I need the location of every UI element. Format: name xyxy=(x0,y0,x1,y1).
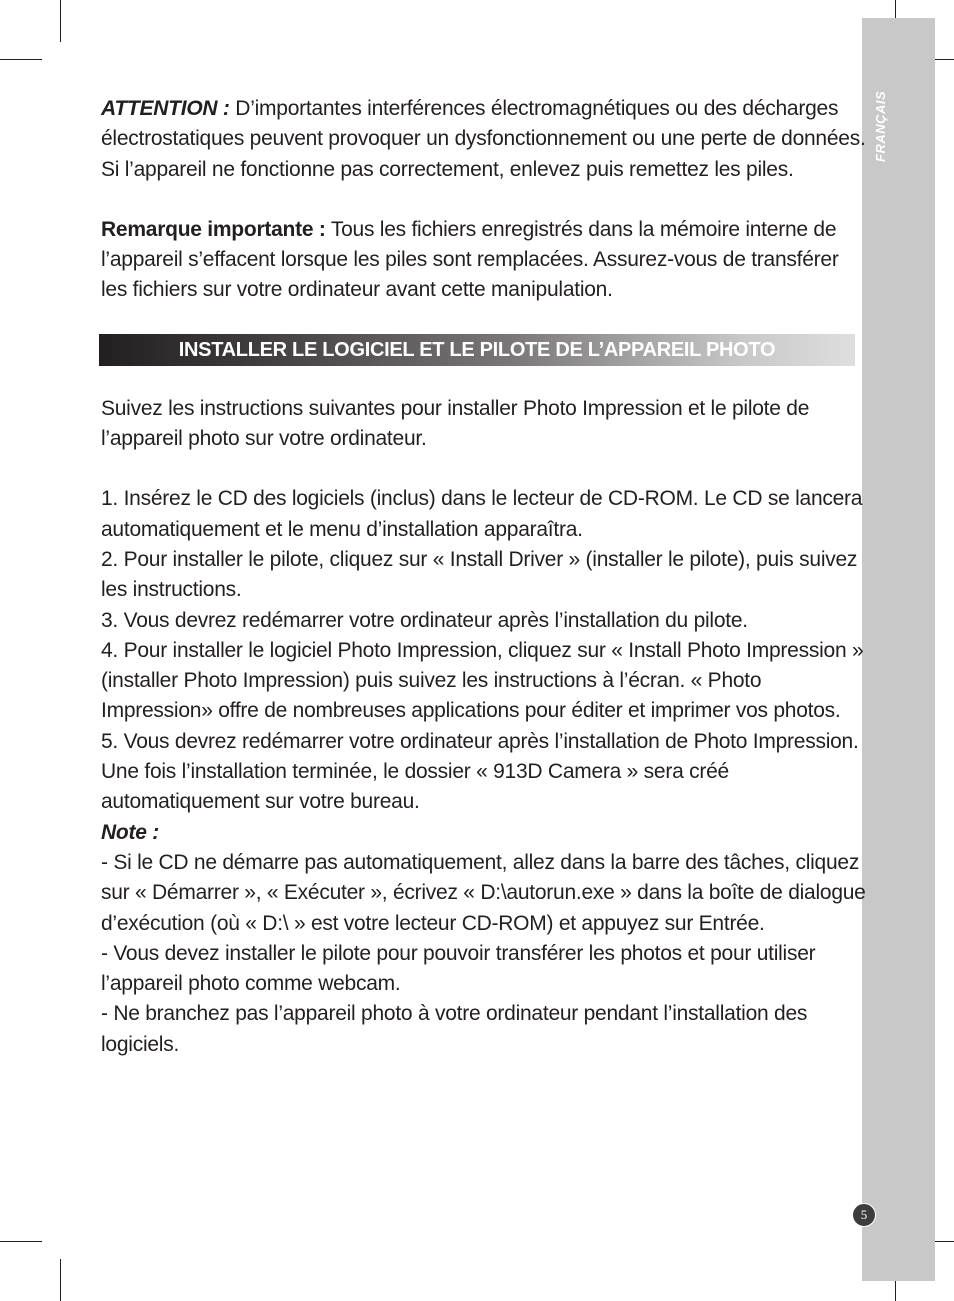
step-item: 5. Vous devrez redémarrer votre ordinateur après l’installation de Photo Impression. Une fois l’installation terminée, le dossier « 913D Camera » sera créé automatiquement sur votre bureau. xyxy=(101,729,859,814)
crop-mark xyxy=(0,59,42,60)
remark-paragraph xyxy=(101,215,866,306)
section-intro: Suivez les instructions suivantes pour installer Photo Impression et le pilote de l’appareil photo sur votre ordinateur. xyxy=(101,396,810,451)
attention-text: D’importantes interférences électromagnétiques ou des décharges électrostatiques peuvent provoquer un dysfonctionnement ou une perte de données. Si l’appareil ne fonctionne pas correctement, enlevez puis remettez les piles. xyxy=(101,97,866,181)
page-number: 5 xyxy=(852,1203,876,1227)
page-content xyxy=(101,94,866,1060)
crop-mark xyxy=(60,0,61,42)
section-title-banner: INSTALLER LE LOGICIEL ET LE PILOTE DE L’APPAREIL PHOTO xyxy=(99,334,855,366)
note-item: - Vous devez installer le pilote pour pouvoir transférer les photos et pour utiliser l’appareil photo comme webcam. xyxy=(101,941,816,996)
language-sidebar xyxy=(862,18,935,1281)
attention-paragraph xyxy=(101,94,866,185)
remark-label: Remarque importante : xyxy=(101,217,326,241)
remark-text: Tous les fichiers enregistrés dans la mémoire interne de l’appareil s’effacent lorsque les piles sont remplacées. Assurez-vous de transférer les fichiers sur votre ordinateur avant cette manipulation. xyxy=(101,217,839,302)
note-label: Note : xyxy=(101,820,159,844)
note-item: - Si le CD ne démarre pas automatiquement, allez dans la barre des tâches, cliquez sur « Démarrer », « Exécuter », écrivez « D:\autorun.exe » dans la boîte de dialogue d’exécution (où « D:\ » est votre lecteur CD-ROM) et appuyez sur Entrée. xyxy=(101,850,866,935)
step-item: 1. Insérez le CD des logiciels (inclus) dans le lecteur de CD-ROM. Le CD se lancera automatiquement et le menu d’installation apparaîtra. xyxy=(101,487,863,541)
step-item: 4. Pour installer le logiciel Photo Impression, cliquez sur « Install Photo Impression » (installer Photo Impression) puis suivez les instructions à l’écran. « Photo Impression» offre de nombreuses applications pour éditer et imprimer vos photos. xyxy=(101,638,864,723)
crop-mark xyxy=(0,1241,42,1242)
step-item: 2. Pour installer le pilote, cliquez sur « Install Driver » (installer le pilote), puis suivez les instructions. xyxy=(101,547,858,602)
note-item: - Ne branchez pas l’appareil photo à votre ordinateur pendant l’installation des logiciels. xyxy=(101,1002,808,1056)
crop-mark xyxy=(60,1259,61,1301)
step-item: 3. Vous devrez redémarrer votre ordinateur après l’installation du pilote. xyxy=(101,608,748,632)
language-label: FRANÇAIS xyxy=(873,90,888,162)
attention-label: ATTENTION : xyxy=(101,97,230,120)
